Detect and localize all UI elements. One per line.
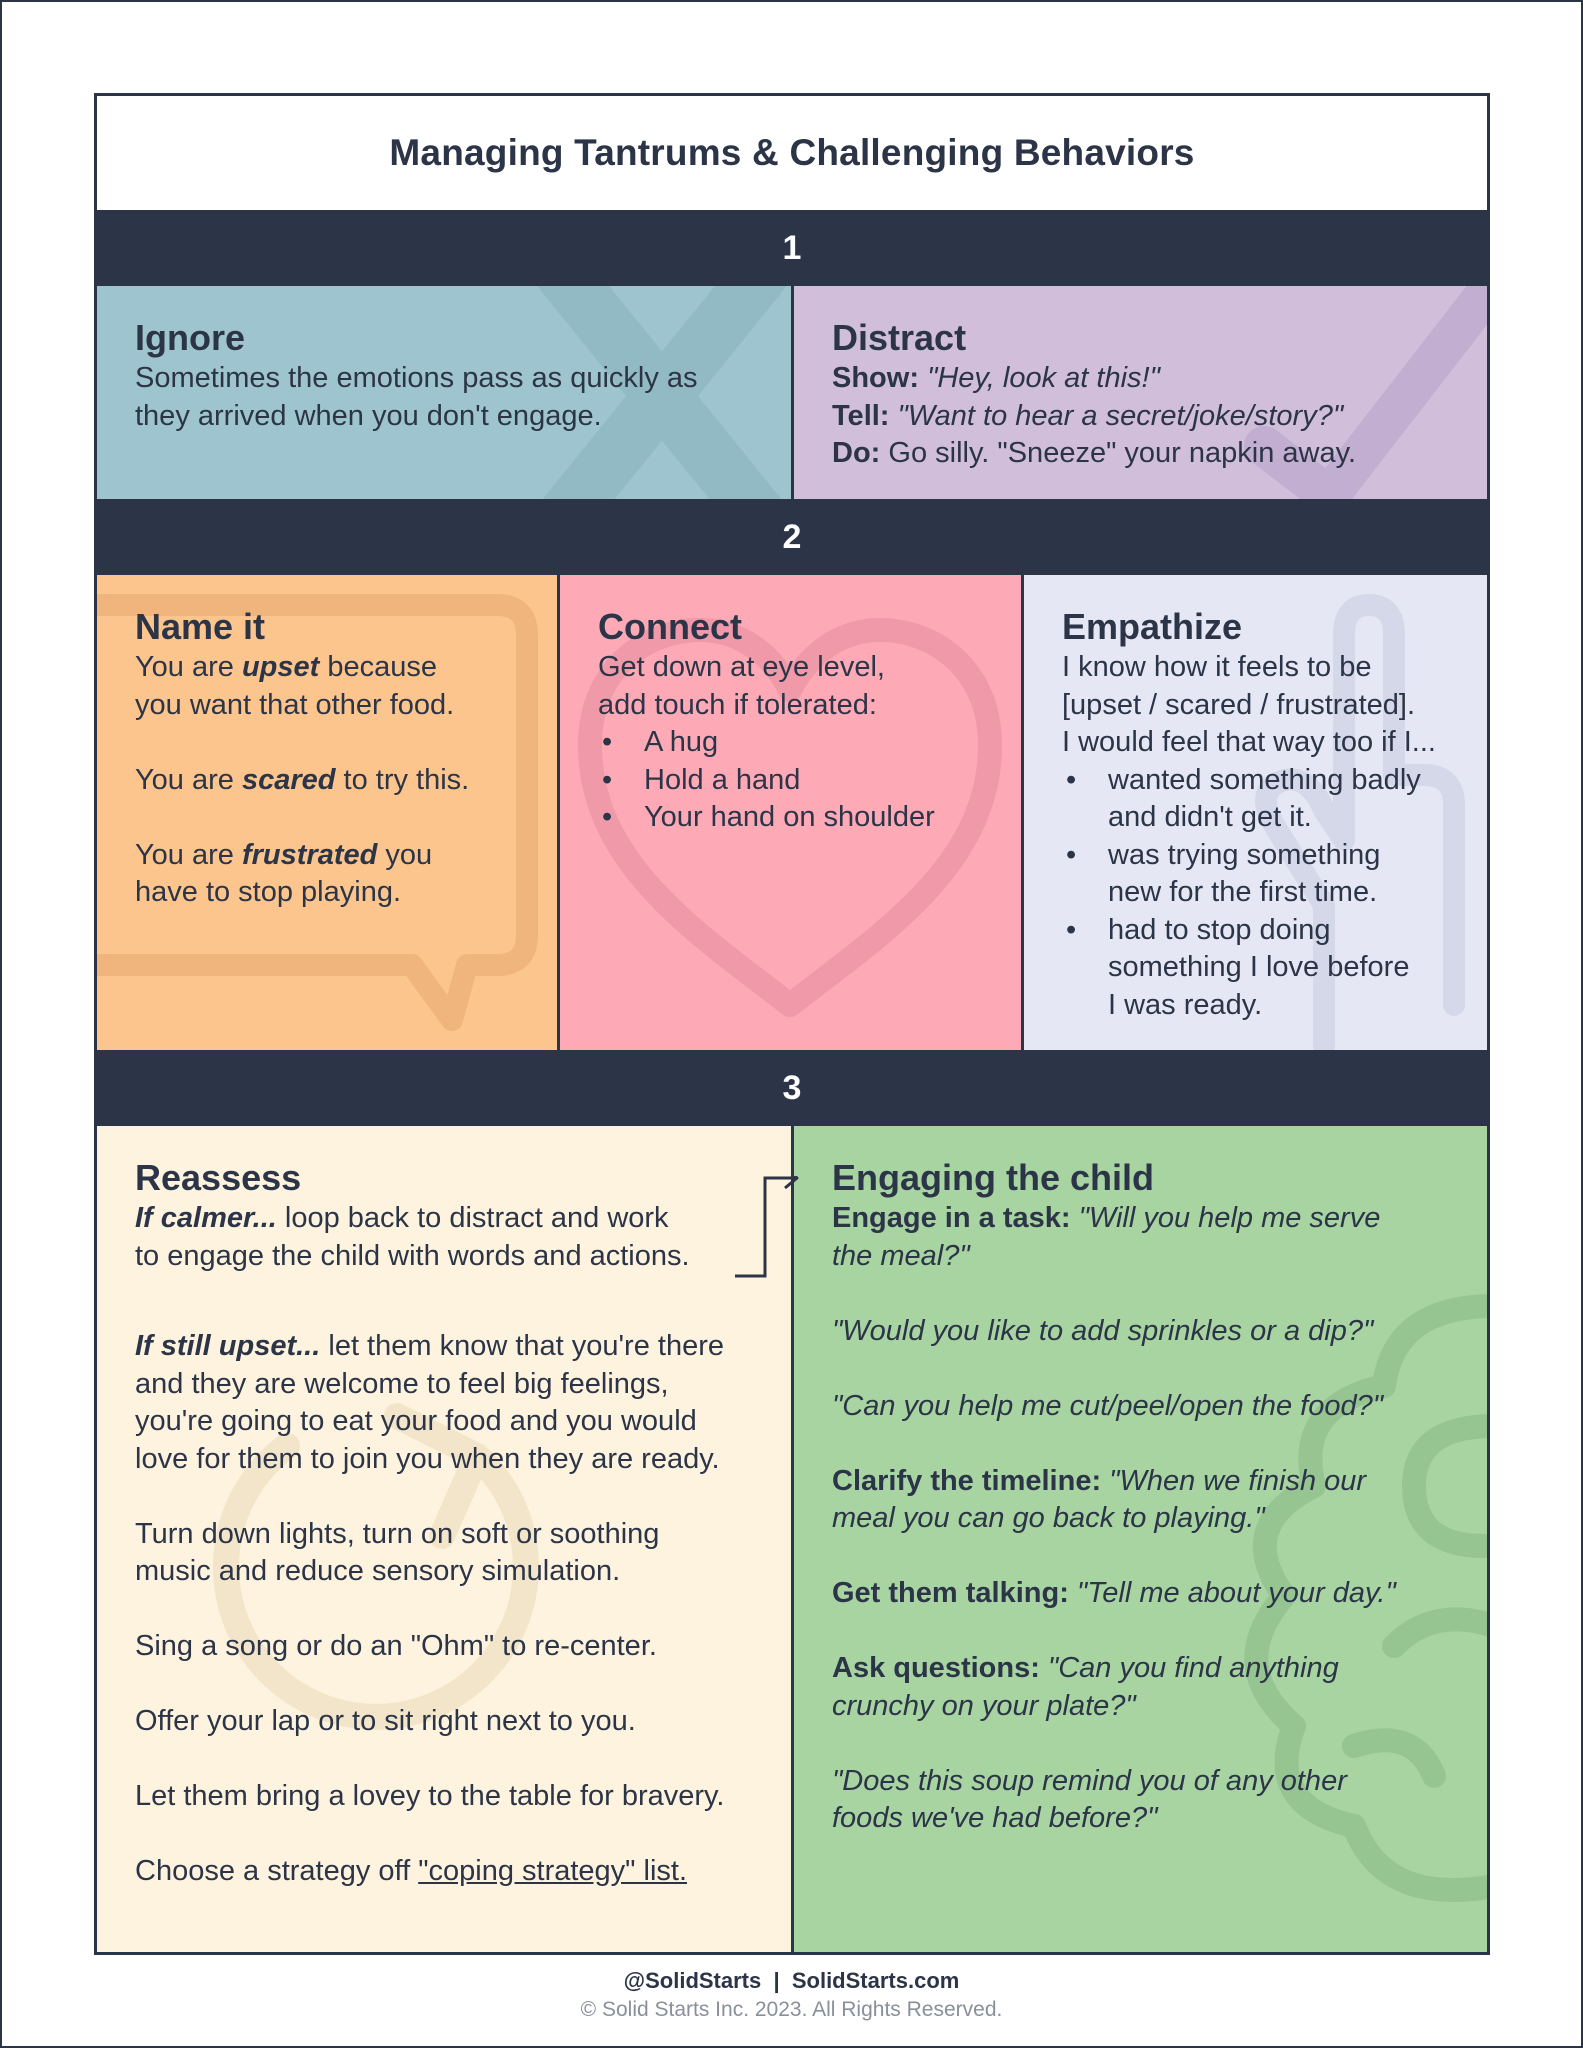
text-span: You are <box>135 838 242 871</box>
emotion-word: upset <box>241 651 320 683</box>
empathize-list <box>1062 762 1487 1025</box>
reassess-line <box>135 1328 791 1366</box>
reassess-line: you're going to eat your food and you would <box>135 1405 697 1437</box>
empathize-line: I know how it feels to be <box>1062 651 1372 683</box>
empathize-line: I would feel that way too if I... <box>1062 726 1436 758</box>
distract-show-line <box>832 360 1487 398</box>
task-label: Engage in a task: <box>832 1202 1071 1234</box>
engaging-line <box>832 1650 1487 1688</box>
text-span: Choose a strategy off <box>135 1855 419 1887</box>
list-item: • had to stop doing something I love before I was ready. <box>1062 912 1487 1025</box>
connect-list <box>598 724 1021 837</box>
reassess-heading: Reassess <box>135 1157 302 1198</box>
text-span: You are <box>135 651 242 683</box>
distract-tell-line <box>832 398 1487 436</box>
text-span: You are <box>135 763 242 796</box>
list-item: • wanted something badly and didn't get it. <box>1062 762 1487 837</box>
engaging-line <box>832 1463 1487 1501</box>
step-band-2: 2 <box>97 499 1487 575</box>
connector-arrow-icon <box>733 1176 843 1296</box>
text-span: "Does this soup remind you of any other <box>832 1764 1347 1797</box>
text-span: loop back to distract and work <box>276 1202 669 1234</box>
connect-line: Get down at eye level, <box>598 651 885 683</box>
title-row <box>97 96 1487 210</box>
empathize-line: [upset / scared / frustrated]. <box>1062 688 1415 721</box>
timeline-label: Clarify the timeline: <box>832 1464 1102 1497</box>
calmer-label: If calmer... <box>135 1202 277 1234</box>
engaging-line <box>832 1200 1487 1238</box>
list-item: • Hold a hand <box>598 762 1021 800</box>
reassess-tip: Sing a song or do an "Ohm" to re-center. <box>135 1630 657 1662</box>
name-it-line: have to stop playing. <box>135 876 402 908</box>
text-span: "Tell me about your day." <box>1068 1577 1396 1609</box>
text-span: the meal?" <box>832 1239 970 1272</box>
engaging-heading: Engaging the child <box>832 1157 1154 1198</box>
text-span: "When we finish our <box>1101 1464 1367 1497</box>
name-it-card <box>97 575 557 1050</box>
name-it-line <box>135 649 557 687</box>
text-span: "Would you like to add sprinkles or a dip?" <box>832 1314 1374 1347</box>
distract-card <box>794 286 1487 499</box>
reassess-line: love for them to join you when they are ready. <box>135 1442 720 1475</box>
reassess-tip <box>135 1853 791 1891</box>
engaging-line <box>832 1238 1487 1276</box>
name-it-line <box>135 762 557 800</box>
reassess-tip: Offer your lap or to sit right next to you. <box>135 1705 636 1737</box>
reassess-line: and they are welcome to feel big feelings, <box>135 1367 669 1400</box>
text-span: "Will you help me serve <box>1070 1202 1381 1234</box>
empathize-heading: Empathize <box>1062 606 1243 647</box>
list-item: • was trying something new for the first time. <box>1062 837 1487 912</box>
reassess-card <box>97 1126 791 1952</box>
name-it-line: you want that other food. <box>135 688 455 721</box>
emotion-word: scared <box>241 763 336 796</box>
connect-card <box>560 575 1021 1050</box>
reassess-tip: music and reduce sensory simulation. <box>135 1555 621 1587</box>
engaging-line <box>832 1763 1487 1801</box>
ask-label: Ask questions: <box>832 1652 1040 1684</box>
talk-label: Get them talking: <box>832 1577 1069 1609</box>
column-divider <box>1021 575 1024 1050</box>
distract-heading: Distract <box>832 317 967 358</box>
text-span: "Can you help me cut/peel/open the food?" <box>832 1389 1384 1422</box>
footer-copyright: © Solid Starts Inc. 2023. All Rights Reserved. <box>580 1998 1003 2021</box>
engaging-line <box>832 1800 1487 1838</box>
show-label: Show: <box>832 362 919 394</box>
step-band-3: 3 <box>97 1050 1487 1126</box>
ignore-text-line: they arrived when you don't engage. <box>135 399 602 432</box>
connect-heading: Connect <box>598 606 742 647</box>
list-item: • Your hand on shoulder <box>598 799 1021 837</box>
page-title: Managing Tantrums & Challenging Behaviors <box>389 132 1195 173</box>
distract-do-line <box>832 435 1487 473</box>
reassess-line <box>135 1200 791 1238</box>
engaging-line <box>832 1313 1487 1351</box>
column-divider <box>791 286 794 499</box>
engaging-line <box>832 1388 1487 1426</box>
text-span: because <box>319 651 438 683</box>
text-span: you <box>377 838 433 871</box>
coping-strategy-link[interactable]: "coping strategy" list. <box>418 1855 688 1887</box>
step-band-1: 1 <box>97 210 1487 286</box>
engaging-line <box>832 1575 1487 1613</box>
upset-label: If still upset... <box>135 1330 321 1362</box>
tell-label: Tell: <box>832 399 890 432</box>
infographic-sheet <box>94 93 1490 1955</box>
text-span: let them know that you're there <box>320 1330 725 1362</box>
text-span: foods we've had before?" <box>832 1802 1158 1834</box>
tell-text: "Want to hear a secret/joke/story?" <box>897 399 1344 432</box>
show-text: "Hey, look at this!" <box>927 362 1160 394</box>
empathize-card <box>1024 575 1487 1050</box>
ignore-text-line: Sometimes the emotions pass as quickly as <box>135 362 698 394</box>
do-label: Do: <box>832 437 881 469</box>
engaging-card <box>794 1126 1487 1952</box>
ignore-card <box>97 286 791 499</box>
list-item: • A hug <box>598 724 1021 762</box>
emotion-word: frustrated <box>241 838 378 871</box>
name-it-line <box>135 837 557 875</box>
column-divider <box>557 575 560 1050</box>
text-span: crunchy on your plate?" <box>832 1689 1136 1722</box>
name-it-heading: Name it <box>135 606 266 647</box>
engaging-line <box>832 1688 1487 1726</box>
text-span: meal you can go back to playing." <box>832 1502 1265 1534</box>
ignore-heading: Ignore <box>135 317 246 358</box>
reassess-tip: Turn down lights, turn on soft or soothing <box>135 1517 660 1550</box>
text-span: "Can you find anything <box>1039 1652 1339 1684</box>
reassess-line: to engage the child with words and actions. <box>135 1239 690 1272</box>
reassess-tip: Let them bring a lovey to the table for bravery. <box>135 1780 725 1812</box>
footer-handles: @SolidStarts | SolidStarts.com <box>623 1968 960 1993</box>
do-text: Go silly. "Sneeze" your napkin away. <box>888 437 1357 469</box>
text-span: to try this. <box>335 763 470 796</box>
engaging-line <box>832 1500 1487 1538</box>
connect-line: add touch if tolerated: <box>598 688 877 721</box>
